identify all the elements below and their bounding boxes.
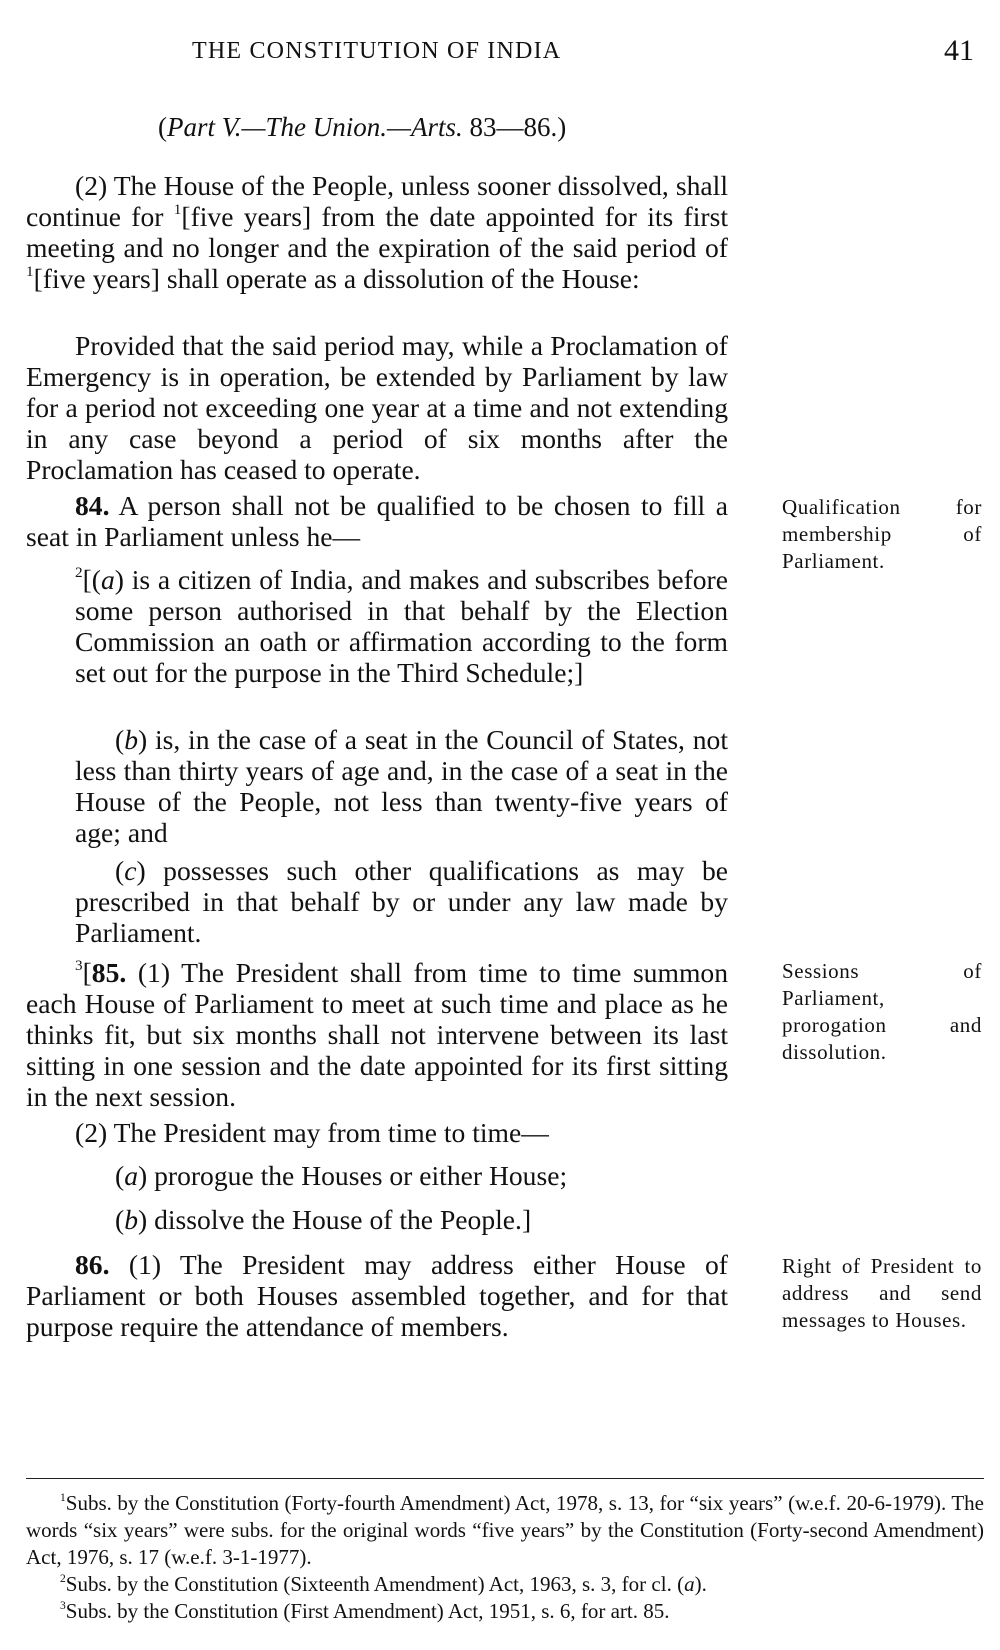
article-86-clause-1 xyxy=(26,1249,728,1342)
marginal-note-85: Sessions of Parliament, prorogation and dissolution. xyxy=(782,959,982,1064)
page-number: 41 xyxy=(944,34,974,67)
clause-letter: b xyxy=(124,724,138,755)
bracket-open: [ xyxy=(82,957,92,988)
part-heading-italic: Part V.—The Union.—Arts. xyxy=(167,112,463,142)
article-85-clause-a xyxy=(26,1160,728,1191)
marginal-note-86: Right of President to address and send messages to Houses. xyxy=(782,1254,982,1332)
footnote-tail: ). xyxy=(694,1572,707,1596)
part-heading-open: ( xyxy=(158,112,167,142)
clause-c-text: ) possesses such other qualifications as may be prescribed in that behalf by or under any law made by Parliament. xyxy=(75,855,728,948)
article-85-paragraph xyxy=(26,957,728,1112)
clause-a-paragraph xyxy=(26,1160,728,1191)
footnote-text: Subs. by the Constitution (Forty-fourth Amendment) Act, 1978, s. 13, for “six years” (w.e.f. 20-6-1979). The words “six years” were subs. for the original words “five years” by the Constitution (Forty-second Amendment) Act, 1976, s. 17 (w.e.f. 3-1-1977). xyxy=(26,1491,984,1569)
clause-open: ( xyxy=(115,855,125,886)
footnote-1 xyxy=(26,1490,984,1571)
proviso-paragraph: Provided that the said period may, while a Proclamation of Emergency is in operation, be extended by Parliament by law for a period not exceeding one year at a time and not extending in any case beyond a period of six months after the Proclamation has ceased to operate. xyxy=(26,330,728,485)
article-83-clause-2 xyxy=(26,170,728,294)
clause-2-text-c: [five years] shall operate as a dissolution of the House: xyxy=(33,263,640,294)
footnote-ref: 1 xyxy=(26,263,34,281)
clause-2-text-a: (2) The House of the People, unless sooner dissolved, shall continue for xyxy=(26,170,728,232)
article-number: 85. xyxy=(91,957,127,988)
clause-letter: c xyxy=(124,855,137,886)
article-84-paragraph xyxy=(26,490,728,552)
clause-open: ( xyxy=(115,1160,125,1191)
footnote-ref: 1 xyxy=(173,201,182,219)
running-title: THE CONSTITUTION OF INDIA xyxy=(192,38,562,64)
footnote-mark: 1 xyxy=(60,1491,66,1504)
clause-b-paragraph xyxy=(26,1204,728,1235)
article-number: 84. xyxy=(75,490,110,521)
footnotes xyxy=(26,1490,984,1625)
article-number: 86. xyxy=(75,1249,110,1280)
footnote-mark: 3 xyxy=(60,1599,66,1612)
footnote-mark: 2 xyxy=(60,1572,66,1585)
footnote-2 xyxy=(26,1571,984,1598)
clause-letter: a xyxy=(100,564,115,595)
clause-b-text: ) dissolve the House of the People.] xyxy=(138,1204,532,1235)
article-84-intro xyxy=(26,490,728,552)
footnote-3 xyxy=(26,1598,984,1625)
clause-b-paragraph xyxy=(26,724,728,848)
clause-open: ( xyxy=(115,724,125,755)
marginal-note-84: Qualification for membership of Parliament. xyxy=(782,495,982,573)
footnote-ref: 2 xyxy=(75,564,83,582)
clause-b-text: ) is, in the case of a seat in the Council of States, not less than thirty years of age and, in the case of a seat in the House of the People, not less than twenty-five years of age; and xyxy=(75,724,728,848)
part-heading xyxy=(158,112,566,143)
part-heading-rest: 83—86.) xyxy=(462,112,567,142)
footnote-text: Subs. by the Constitution (Sixteenth Amendment) Act, 1963, s. 3, for cl. ( xyxy=(65,1572,685,1596)
clause-a-paragraph xyxy=(26,564,728,688)
clause-2-paragraph xyxy=(26,170,728,294)
article-85-clause-2 xyxy=(26,1117,728,1148)
clause-open: ( xyxy=(115,1204,125,1235)
article-84-clause-c xyxy=(26,855,728,948)
footnote-divider xyxy=(26,1478,984,1479)
page-header xyxy=(0,36,1000,76)
footnote-italic: a xyxy=(684,1572,695,1596)
clause-c-paragraph xyxy=(26,855,728,948)
article-85-clause-b xyxy=(26,1204,728,1235)
clause-letter: b xyxy=(124,1204,138,1235)
article-86-paragraph xyxy=(26,1249,728,1342)
clause-2-text-b: [five years] from the date appointed for its first meeting and no longer and the expiration of the said period of xyxy=(26,201,728,263)
article-83-proviso xyxy=(26,330,728,485)
clause-2-paragraph: (2) The President may from time to time— xyxy=(75,1117,549,1148)
clause-a-text: ) prorogue the Houses or either House; xyxy=(138,1160,568,1191)
clause-a-text: ) is a citizen of India, and makes and subscribes before some person authorised in that behalf by the Election Commission an oath or affirmation according to the form set out for the purpose in the Third Schedule;] xyxy=(75,564,728,688)
clause-letter: a xyxy=(124,1160,138,1191)
article-84-text: A person shall not be qualified to be chosen to fill a seat in Parliament unless he— xyxy=(26,490,728,552)
article-86-text: (1) The President may address either House of Parliament or both Houses assembled together, and for that purpose require the attendance of members. xyxy=(26,1249,728,1342)
footnote-ref: 3 xyxy=(75,957,83,975)
article-85-clause-1 xyxy=(26,957,728,1112)
article-84-clause-a xyxy=(26,564,728,688)
clause-open: [( xyxy=(82,564,101,595)
article-84-clause-b xyxy=(26,724,728,848)
article-85-text: (1) The President shall from time to time summon each House of Parliament to meet at such time and place as he thinks fit, but six months shall not intervene between its last sitting in one session and the date appointed for its first sitting in the next session. xyxy=(26,957,728,1112)
footnote-text: Subs. by the Constitution (First Amendment) Act, 1951, s. 6, for art. 85. xyxy=(65,1599,670,1623)
